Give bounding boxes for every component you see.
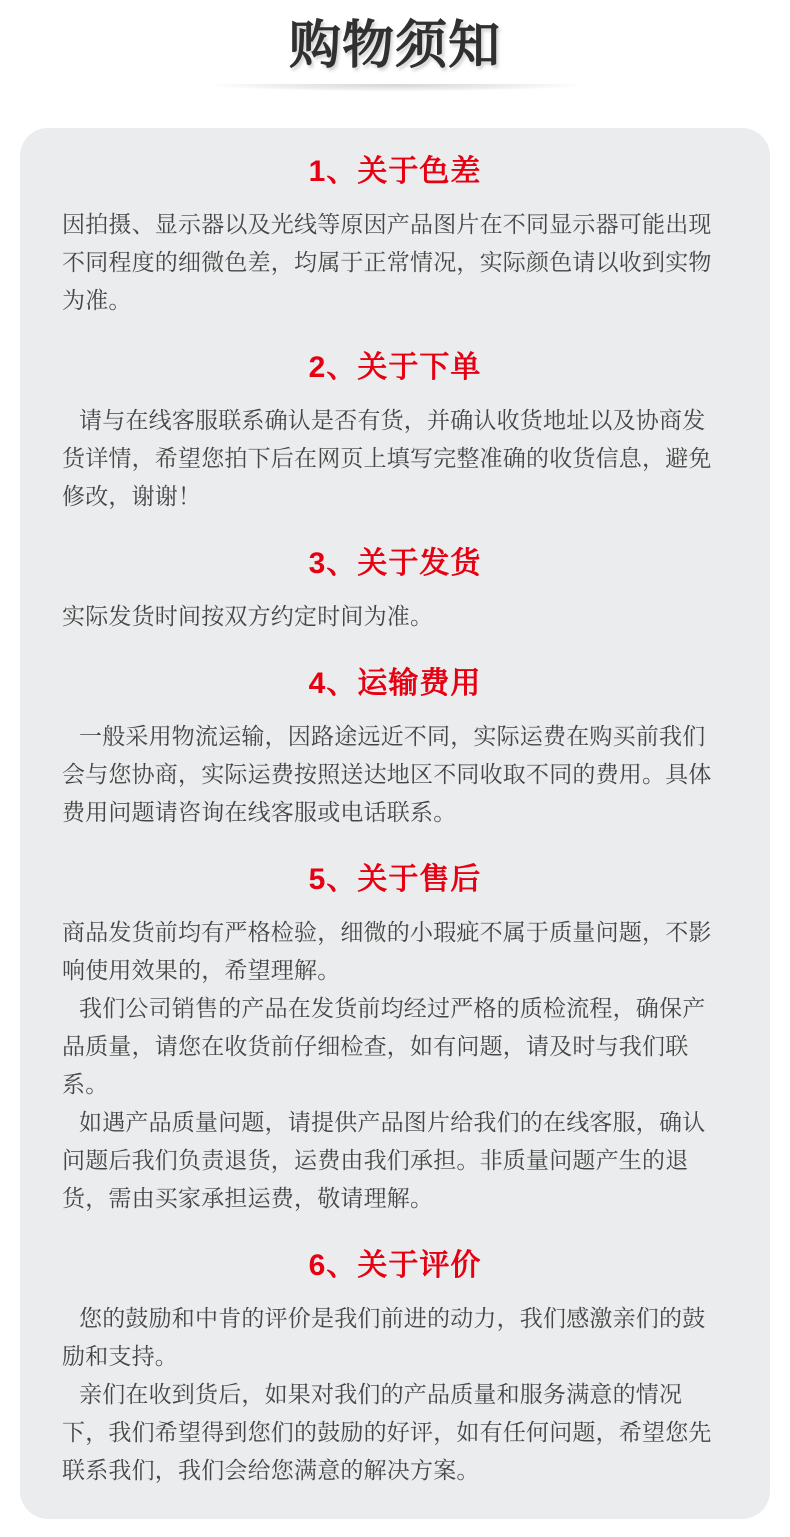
section-heading-6: 6、关于评价 bbox=[308, 1249, 482, 1282]
page-header bbox=[0, 0, 790, 94]
page-title: 购物须知 bbox=[288, 17, 501, 75]
notice-section bbox=[62, 1248, 728, 1489]
paragraph: 如遇产品质量问题，请提供产品图片给我们的在线客服，确认问题后我们负责退货，运费由我们承担。非质量问题产生的退货，需由买家承担运费，敬请理解。 bbox=[62, 1109, 706, 1211]
paragraph: 实际发货时间按双方约定时间为准。 bbox=[62, 603, 434, 629]
paragraph: 商品发货前均有严格检验，细微的小瑕疵不属于质量问题，不影响使用效果的，希望理解。 bbox=[62, 919, 712, 983]
title-shadow-divider bbox=[135, 84, 655, 94]
notice-section bbox=[62, 154, 728, 319]
section-heading-4: 4、运输费用 bbox=[308, 667, 482, 700]
section-body bbox=[62, 597, 728, 635]
paragraph: 您的鼓励和中肯的评价是我们前进的动力，我们感激亲们的鼓励和支持。 bbox=[62, 1305, 706, 1369]
section-body bbox=[62, 205, 728, 319]
section-body bbox=[62, 401, 728, 515]
section-heading-1: 1、关于色差 bbox=[308, 155, 482, 188]
notice-section bbox=[62, 350, 728, 515]
section-body bbox=[62, 1299, 728, 1489]
section-heading-2: 2、关于下单 bbox=[308, 351, 482, 384]
section-heading-3: 3、关于发货 bbox=[308, 547, 482, 580]
paragraph: 亲们在收到货后，如果对我们的产品质量和服务满意的情况下，我们希望得到您们的鼓励的好评，如有任何问题，希望您先联系我们，我们会给您满意的解决方案。 bbox=[62, 1381, 712, 1483]
section-body bbox=[62, 717, 728, 831]
paragraph: 一般采用物流运输，因路途远近不同，实际运费在购买前我们会与您协商，实际运费按照送达地区不同收取不同的费用。具体费用问题请咨询在线客服或电话联系。 bbox=[62, 723, 712, 825]
section-heading-5: 5、关于售后 bbox=[308, 863, 482, 896]
paragraph: 我们公司销售的产品在发货前均经过严格的质检流程，确保产品质量，请您在收货前仔细检查，如有问题，请及时与我们联系。 bbox=[62, 995, 706, 1097]
notice-section bbox=[62, 862, 728, 1217]
notice-section bbox=[62, 666, 728, 831]
section-body bbox=[62, 913, 728, 1217]
notice-section bbox=[62, 546, 728, 635]
paragraph: 因拍摄、显示器以及光线等原因产品图片在不同显示器可能出现不同程度的细微色差，均属于正常情况，实际颜色请以收到实物为准。 bbox=[62, 211, 712, 313]
paragraph: 请与在线客服联系确认是否有货，并确认收货地址以及协商发货详情，希望您拍下后在网页上填写完整准确的收货信息，避免修改，谢谢！ bbox=[62, 407, 712, 509]
notice-card bbox=[20, 128, 770, 1519]
